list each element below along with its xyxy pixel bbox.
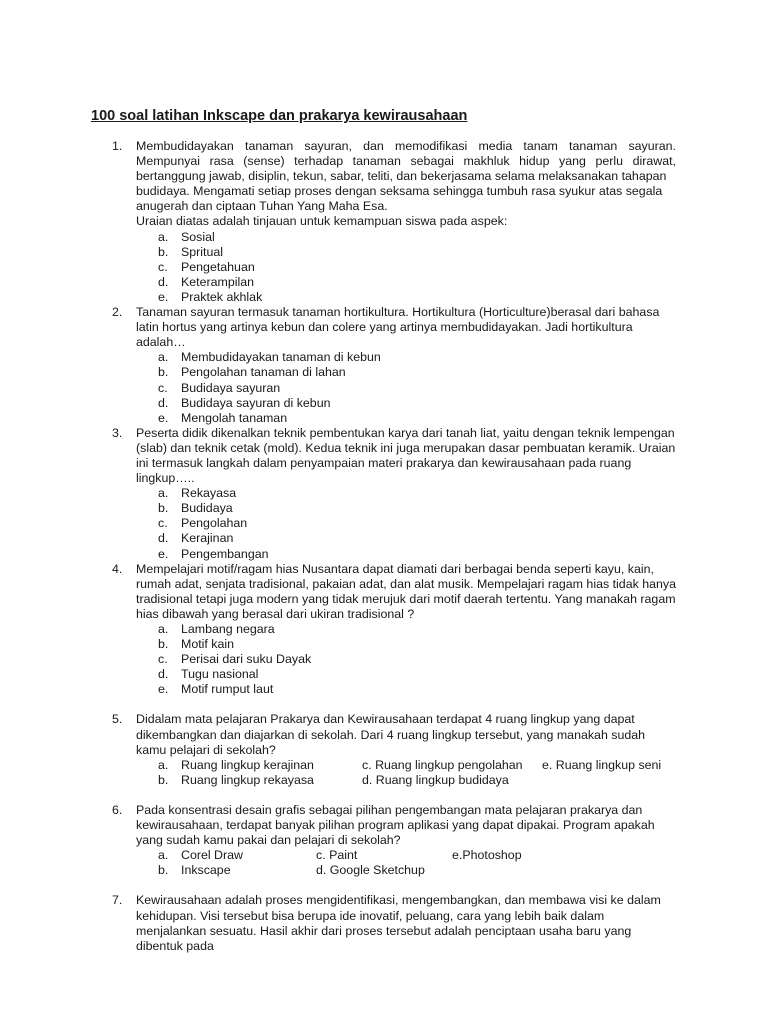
- option-text: Lambang negara: [181, 622, 275, 636]
- question-6: [0, 803, 768, 878]
- question-number: 5.: [112, 712, 123, 727]
- question-text: Mempelajari motif/ragam hias Nusantara dapat diamati dari berbagai benda seperti kayu, kain, rumah adat, senjata tradisional, pakaian adat, dan alat musik. Mempelajari ragam hias tidak hanya tradisional tetapi juga modern yang tidak merujuk dari motif daerah tertentu. Yang manakah ragam hias dibawah yang berasal dari ukiran tradisional ?: [136, 561, 676, 621]
- page-title: 100 soal latihan Inkscape dan prakarya kewirausahaan: [91, 108, 468, 124]
- option-letter: e.: [158, 289, 169, 304]
- option-letter: e.: [158, 546, 169, 561]
- option-letter: b.: [158, 772, 169, 787]
- option-text: Pengolahan tanaman di lahan: [181, 365, 346, 380]
- question-text: Peserta didik dikenalkan teknik pembentukan karya dari tanah liat, yaitu dengan teknik lempengan (slab) dan teknik cetak (mold). Kedua teknik ini juga merupakan dasar pembuatan keramik. Uraian ini termasuk langkah dalam penyampaian materi prakarya dan kewirausahaan pada ruang lingkup…..: [136, 425, 676, 486]
- question-text: Didalam mata pelajaran Prakarya dan Kewirausahaan terdapat 4 ruang lingkup yang dapat dikembangkan dan diajarkan di sekolah. Dari 4 ruang lingkup tersebut, yang manakah sudah kamu pelajari di sekolah?: [136, 712, 646, 757]
- option-text: Motif kain: [181, 637, 235, 652]
- option: [136, 622, 676, 637]
- option: [136, 230, 676, 245]
- option-letter: d.: [158, 667, 169, 682]
- option-letter: d.: [158, 531, 169, 546]
- option-letter: c.: [158, 259, 168, 274]
- option-text: Inkscape: [181, 863, 231, 878]
- option-text: Budidaya sayuran di kebun: [181, 395, 331, 410]
- option-text: Spritual: [181, 244, 224, 259]
- option-text: Ruang lingkup kerajinan: [181, 757, 314, 772]
- option-text: Pengembangan: [181, 546, 269, 561]
- option-letter: b.: [158, 637, 169, 652]
- option-letter: b.: [158, 501, 169, 516]
- option-letter: a.: [158, 486, 169, 501]
- option-letter: e.: [158, 410, 169, 425]
- option-letter: c.: [158, 516, 168, 531]
- option-text: Budidaya sayuran: [181, 380, 281, 395]
- option: [136, 290, 676, 305]
- question-number: 2.: [112, 305, 123, 320]
- option-row: [136, 773, 676, 788]
- option-row: [136, 863, 676, 878]
- option-text: Kerajinan: [181, 531, 234, 546]
- option-letter: b.: [158, 863, 169, 878]
- option-text: d. Ruang lingkup budidaya: [362, 772, 509, 787]
- option: [136, 275, 676, 290]
- option: [136, 260, 676, 275]
- question-text: bertanggung jawab, disiplin, tekun, sabar, teliti, dan bekerjasama selama melaksanakan tahapan budidaya. Mengamati setiap proses dengan seksama sehingga tumbuh rasa syukur atas segala anugerah dan ciptaan Tuhan Yang Maha Esa.: [136, 169, 667, 214]
- option-letter: d.: [158, 274, 169, 289]
- question-text: Kewirausahaan adalah proses mengidentifikasi, mengembangkan, dan membawa visi ke dalam kehidupan. Visi tersebut bisa berupa ide inovatif, peluang, cara yang lebih baik dalam menjalankan sesuatu. Hasil akhir dari proses tersebut adalah penciptaan usaha baru yang dibentuk pada: [136, 893, 661, 953]
- option-text: Budidaya: [181, 501, 233, 516]
- option-text: e. Ruang lingkup seni: [542, 757, 662, 772]
- question-number: 7.: [112, 893, 123, 908]
- question-text: Pada konsentrasi desain grafis sebagai pilihan pengembangan mata pelajaran prakarya dan kewirausahaan, terdapat banyak pilihan program aplikasi yang dapat dipakai. Program apakah yang sudah kamu pakai dan pelajari di sekolah?: [136, 802, 655, 848]
- question-number: 4.: [112, 561, 123, 576]
- option: [136, 531, 676, 546]
- question-1: [0, 139, 768, 305]
- option-text: Sosial: [181, 229, 215, 244]
- option-text: Praktek akhlak: [181, 289, 263, 304]
- option-text: d. Google Sketchup: [316, 863, 425, 878]
- option-text: Motif rumput laut: [181, 682, 274, 697]
- option: [136, 516, 676, 531]
- question-list: [0, 139, 768, 954]
- option-text: Pengolahan: [181, 516, 248, 531]
- option-text: Ruang lingkup rekayasa: [181, 772, 314, 787]
- option-text: Mengolah tanaman: [181, 410, 288, 425]
- option-text: c. Ruang lingkup pengolahan: [362, 757, 523, 772]
- option-row: [136, 758, 676, 773]
- option-letter: d.: [158, 395, 169, 410]
- option-letter: a.: [158, 350, 169, 365]
- option-text: Perisai dari suku Dayak: [181, 652, 312, 667]
- option: [136, 486, 676, 501]
- question-2: [0, 305, 768, 426]
- option-row: [136, 848, 676, 863]
- option: [136, 396, 676, 411]
- option: [136, 501, 676, 516]
- question-5: [0, 712, 768, 787]
- option-letter: b.: [158, 244, 169, 259]
- option-text: Membudidayakan tanaman di kebun: [181, 350, 381, 365]
- option: [136, 637, 676, 652]
- option-letter: c.: [158, 652, 168, 667]
- question-number: 3.: [112, 425, 123, 440]
- option: [136, 245, 676, 260]
- option: [136, 682, 676, 697]
- question-4: [0, 562, 768, 698]
- question-number: 1.: [112, 139, 123, 153]
- option: [136, 411, 676, 426]
- option-letter: a.: [158, 622, 169, 636]
- question-text-line: Mempunyai rasa (sense) terhadap tanaman sebagai makhluk hidup yang perlu dirawat,: [136, 154, 676, 169]
- option: [136, 381, 676, 396]
- option-letter: c.: [158, 380, 168, 395]
- option-text: Tugu nasional: [181, 667, 259, 682]
- option-text: Pengetahuan: [181, 259, 255, 274]
- option: [136, 547, 676, 562]
- question-7: [0, 893, 768, 953]
- option-text: Rekayasa: [181, 486, 237, 501]
- question-text: Tanaman sayuran termasuk tanaman hortikultura. Hortikultura (Horticulture)berasal dari bahasa latin hortus yang artinya kebun dan colere yang artinya membudidayakan. Jadi hortikultura adalah…: [136, 305, 660, 350]
- question-number: 6.: [112, 802, 123, 817]
- option-text: c. Paint: [316, 848, 358, 863]
- option: [136, 350, 676, 365]
- option: [136, 652, 676, 667]
- option: [136, 667, 676, 682]
- option-letter: a.: [158, 229, 169, 244]
- question-text-line: Membudidayakan tanaman sayuran, dan memodifikasi media tanam tanaman sayuran.: [136, 139, 676, 153]
- option-letter: b.: [158, 365, 169, 380]
- option-letter: a.: [158, 848, 169, 863]
- option-letter: e.: [158, 682, 169, 697]
- option-letter: a.: [158, 757, 169, 772]
- question-3: [0, 426, 768, 562]
- option: [136, 365, 676, 380]
- question-prompt: Uraian diatas adalah tinjauan untuk kemampuan siswa pada aspek:: [136, 214, 508, 229]
- option-text: Keterampilan: [181, 274, 255, 289]
- option-text: Corel Draw: [181, 848, 243, 863]
- option-text: e.Photoshop: [452, 848, 522, 863]
